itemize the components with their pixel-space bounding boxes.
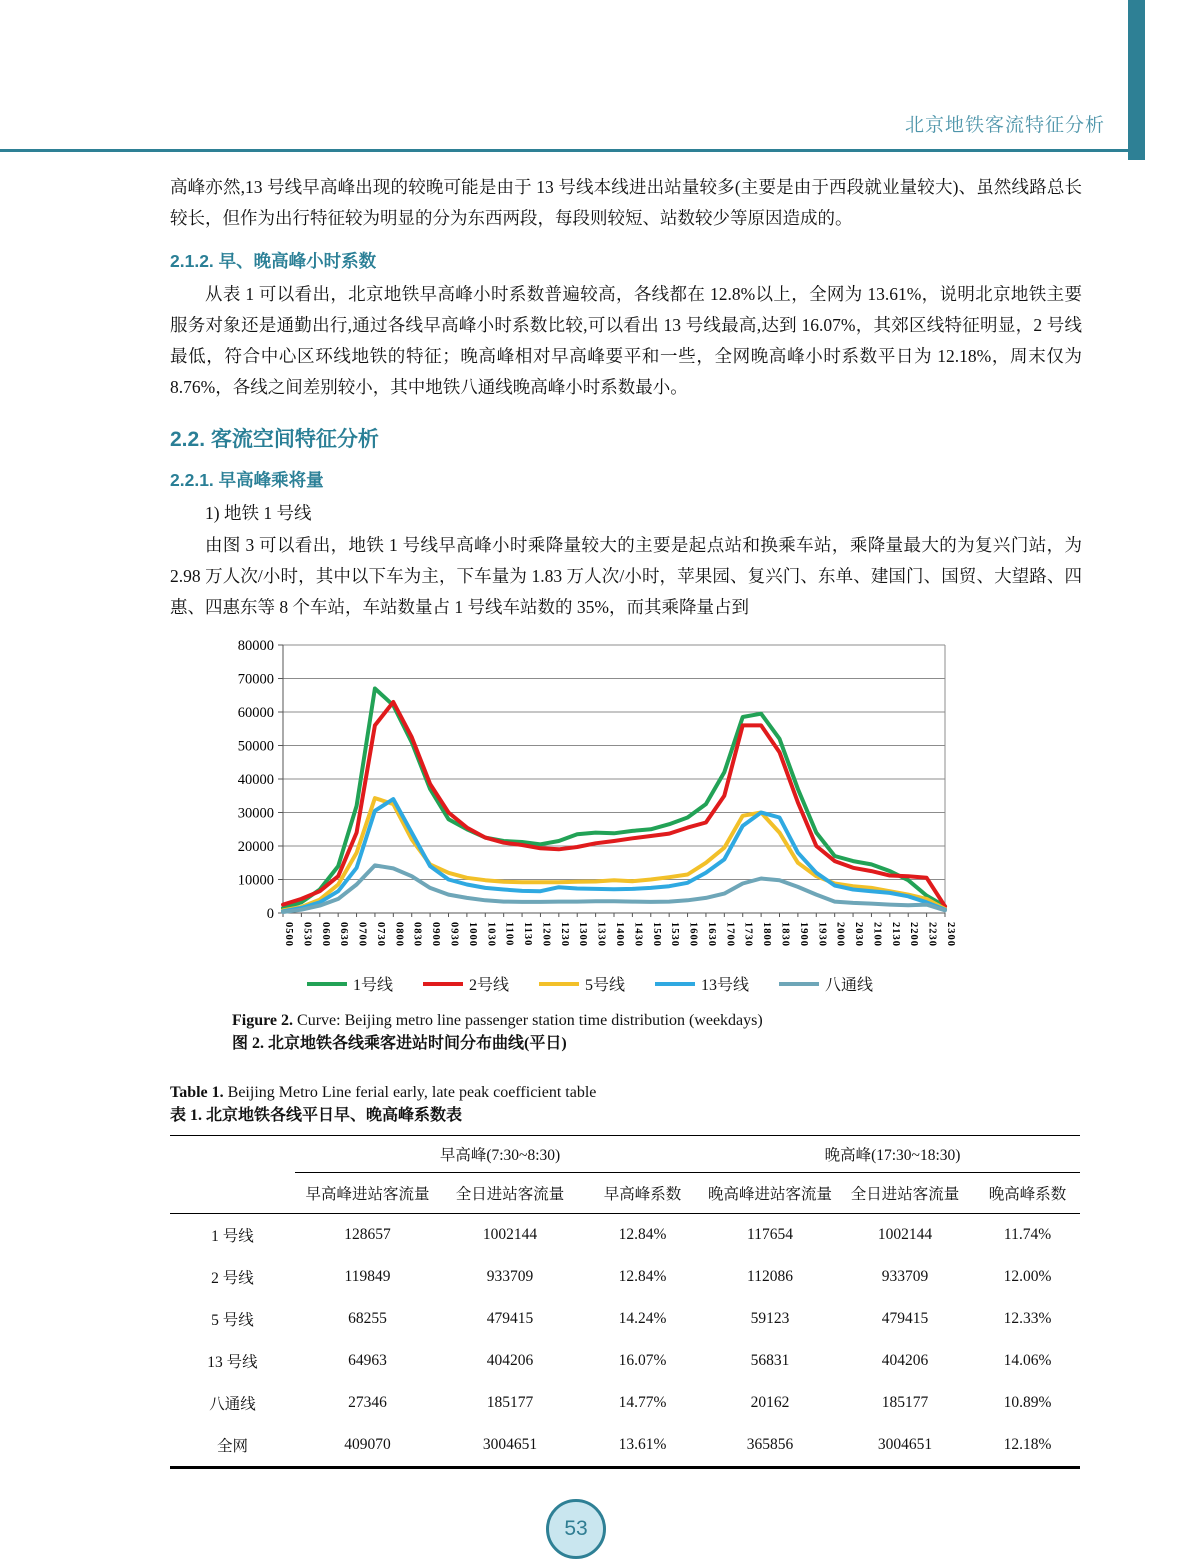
legend-label: 1号线: [352, 977, 393, 994]
table-cell: 12.18%: [975, 1424, 1080, 1468]
table-cell: 64963: [348, 1352, 387, 1369]
svg-text:60000: 60000: [237, 705, 274, 721]
legend-swatch-icon: [539, 982, 579, 986]
legend-label: 八通线: [825, 977, 874, 994]
svg-text:0930: 0930: [448, 922, 460, 947]
figure-caption-zh-label: 图 2.: [232, 1035, 265, 1052]
svg-text:1630: 1630: [705, 922, 717, 947]
table-cell: 409070: [295, 1424, 440, 1468]
table-row: [170, 1256, 1080, 1298]
table-cell: 59123: [750, 1310, 790, 1327]
legend-item: [307, 972, 393, 995]
table-cell: 20162: [750, 1394, 790, 1411]
section-heading-22: 2.2. 客流空间特征分析: [170, 428, 379, 451]
table-cell: 404206: [486, 1352, 534, 1369]
svg-text:2300: 2300: [945, 922, 955, 947]
table-row-label: 13 号线: [207, 1354, 258, 1371]
table-cell: 12.33%: [1003, 1310, 1052, 1327]
table-cell: 3004651: [440, 1424, 580, 1468]
table-cell: 119849: [344, 1268, 391, 1285]
svg-text:1500: 1500: [650, 922, 662, 947]
table-row: [170, 1214, 1080, 1257]
svg-text:1730: 1730: [742, 922, 754, 947]
table-column-header: 全日进站客流量: [440, 1173, 580, 1214]
table-column-header: 早高峰进站客流量: [295, 1173, 440, 1214]
table-column-header: 晚高峰系数: [975, 1173, 1080, 1214]
table-row-label: 5 号线: [211, 1312, 254, 1329]
svg-text:0800: 0800: [393, 922, 405, 947]
table-cell: 13.61%: [580, 1424, 705, 1468]
table-cell: 14.06%: [1003, 1352, 1052, 1369]
svg-text:1330: 1330: [595, 922, 607, 947]
table-cell: 12.84%: [618, 1268, 667, 1285]
figure-caption: [232, 1009, 1082, 1055]
svg-text:1300: 1300: [577, 922, 589, 947]
figure-caption-en: [232, 1009, 1082, 1032]
table-cell: 11.74%: [1003, 1226, 1052, 1243]
table-cell: 117654: [747, 1226, 793, 1243]
table-row-label: 1 号线: [211, 1228, 254, 1245]
svg-text:1030: 1030: [485, 922, 497, 947]
legend-swatch-icon: [423, 982, 463, 986]
table-cell: 185177: [881, 1394, 929, 1411]
legend-label: 13号线: [701, 977, 750, 994]
table-caption-en-label: Table 1.: [170, 1084, 224, 1101]
table-row-label: 全网: [170, 1424, 295, 1468]
svg-text:1830: 1830: [779, 922, 791, 947]
svg-text:1130: 1130: [522, 922, 534, 947]
svg-text:20000: 20000: [237, 839, 274, 855]
svg-text:80000: 80000: [237, 638, 274, 654]
table-column-header-row: [170, 1173, 1080, 1214]
table-caption-zh-text: 北京地铁各线平日早、晚高峰系数表: [202, 1107, 463, 1124]
table-cell: 16.07%: [618, 1352, 667, 1369]
svg-text:1530: 1530: [669, 922, 681, 947]
table-cell: 1002144: [482, 1226, 538, 1243]
section-heading-212: 2.1.2. 早、晚高峰小时系数: [170, 251, 377, 271]
table-cell: 479415: [881, 1310, 929, 1327]
table-row: [170, 1424, 1080, 1468]
table-caption-en: [170, 1081, 1082, 1104]
table-cell: 14.77%: [618, 1394, 667, 1411]
header-divider-rule: [0, 149, 1141, 152]
figure-caption-en-text: Curve: Beijing metro line passenger station time distribution (weekdays): [293, 1012, 763, 1029]
table-cell: 12.00%: [1003, 1268, 1052, 1285]
svg-text:2100: 2100: [871, 922, 883, 947]
table-row-label: 2 号线: [211, 1270, 254, 1287]
table-cell: 14.24%: [618, 1310, 667, 1327]
svg-text:2000: 2000: [834, 922, 846, 947]
figure-2-svg: [225, 633, 955, 965]
table-row: [170, 1340, 1080, 1382]
svg-text:0830: 0830: [411, 922, 423, 947]
svg-text:1930: 1930: [816, 922, 828, 947]
svg-text:0600: 0600: [319, 922, 331, 947]
table-cell: 933709: [881, 1268, 929, 1285]
table-cell: 404206: [881, 1352, 929, 1369]
table-row-label: 八通线: [209, 1396, 256, 1413]
page-content: [170, 172, 1082, 1469]
line-chart: [225, 633, 955, 970]
svg-text:0730: 0730: [374, 922, 386, 947]
svg-text:1600: 1600: [687, 922, 699, 947]
svg-text:0700: 0700: [356, 922, 368, 947]
svg-text:0: 0: [266, 906, 274, 922]
figure-caption-en-label: Figure 2.: [232, 1012, 294, 1029]
body-paragraph: 由图 3 可以看出，地铁 1 号线早高峰小时乘降量较大的主要是起点站和换乘车站，乘降量最大的为复兴门站，为 2.98 万人次/小时，其中以下车为主，下车量为 1.83 万人次/小时，苹果园、复兴门、东单、建国门、国贸、大望路、四惠、四惠东等 8 个车站，车站数量占 1 号线车站数的 35%，而其乘降量占到: [170, 535, 1082, 617]
body-paragraph: 高峰亦然,13 号线早高峰出现的较晚可能是由于 13 号线本线进出站量较多(主要是由于西段就业量较大)、虽然线路总长较长，但作为出行特征较为明显的分为东西两段，每段则较短、站数较少等原因造成的。: [170, 177, 1082, 228]
table-cell: 479415: [486, 1310, 534, 1327]
table-group-header-row: [170, 1136, 1080, 1173]
svg-text:70000: 70000: [237, 671, 274, 688]
legend-item: [423, 972, 509, 995]
table-row: [170, 1382, 1080, 1424]
legend-item: [779, 972, 873, 995]
table-column-header: 晚高峰进站客流量: [705, 1173, 835, 1214]
table-caption: [170, 1081, 1082, 1127]
table-cell: 128657: [344, 1226, 391, 1243]
legend-label: 5号线: [584, 977, 625, 994]
table-caption-en-text: Beijing Metro Line ferial early, late peak coefficient table: [223, 1084, 597, 1101]
table-caption-zh-label: 表 1.: [170, 1107, 203, 1124]
table-cell: 185177: [486, 1394, 534, 1411]
svg-text:2200: 2200: [908, 922, 920, 947]
figure-2-chart: [225, 633, 955, 995]
table-caption-zh: [170, 1104, 1082, 1127]
table-cell: 112086: [747, 1268, 793, 1285]
table-group-header: 早高峰(7:30~8:30): [295, 1136, 705, 1173]
series-5号线: [283, 798, 945, 910]
table-cell: 10.89%: [1003, 1394, 1052, 1411]
numbered-list-item: 1) 地铁 1 号线: [205, 503, 312, 523]
svg-text:30000: 30000: [237, 805, 274, 822]
corner-accent-bar: [1128, 0, 1145, 160]
svg-text:50000: 50000: [237, 738, 274, 755]
table-cell: 933709: [486, 1268, 534, 1285]
body-paragraph: 从表 1 可以看出，北京地铁早高峰小时系数普遍较高，各线都在 12.8%以上，全网为 13.61%，说明北京地铁主要服务对象还是通勤出行,通过各线早高峰小时系数比较,可以看出 13 号线最高,达到 16.07%，其郊区线特征明显，2 号线最低，符合中心区环线地铁的特征；晚高峰相对早高峰要平和一些，全网晚高峰小时系数平日为 12.18%，周末仅为 8.76%，各线之间差别较小，其中地铁八通线晚高峰小时系数最小。: [170, 284, 1082, 397]
table-column-header: 早高峰系数: [580, 1173, 705, 1214]
peak-coefficient-table: [170, 1135, 1080, 1469]
figure-caption-zh: [232, 1032, 1082, 1055]
svg-text:1100: 1100: [503, 922, 515, 947]
table-row: [170, 1298, 1080, 1340]
legend-item: [655, 972, 749, 995]
section-heading-221: 2.2.1. 早高峰乘将量: [170, 470, 324, 490]
figure-caption-zh-text: 北京地铁各线乘客进站时间分布曲线(平日): [264, 1035, 567, 1052]
svg-text:0500: 0500: [283, 922, 294, 947]
svg-text:40000: 40000: [237, 772, 274, 788]
svg-text:1400: 1400: [614, 922, 625, 947]
svg-text:1800: 1800: [761, 922, 773, 947]
running-header-title: 北京地铁客流特征分析: [904, 115, 1105, 136]
chart-legend: [225, 972, 955, 995]
table-group-header: 晚高峰(17:30~18:30): [705, 1136, 1080, 1173]
svg-text:1000: 1000: [466, 922, 478, 947]
table-cell: 27346: [348, 1394, 387, 1411]
svg-text:1700: 1700: [724, 922, 736, 947]
series-1号线: [283, 689, 945, 909]
legend-swatch-icon: [779, 982, 819, 986]
svg-text:0630: 0630: [338, 922, 350, 947]
table-cell: 3004651: [835, 1424, 975, 1468]
table-cell: 56831: [750, 1352, 790, 1369]
legend-swatch-icon: [307, 982, 347, 986]
svg-text:2030: 2030: [853, 922, 865, 947]
table-cell: 365856: [705, 1424, 835, 1468]
page-number-badge: 53: [546, 1499, 606, 1559]
svg-text:1430: 1430: [632, 922, 644, 947]
svg-text:2130: 2130: [889, 922, 901, 947]
svg-text:1230: 1230: [558, 922, 570, 947]
svg-text:1200: 1200: [540, 922, 552, 947]
svg-text:0530: 0530: [301, 922, 313, 947]
legend-swatch-icon: [655, 982, 695, 986]
table-column-header: 全日进站客流量: [835, 1173, 975, 1214]
table-cell: 1002144: [877, 1226, 933, 1243]
legend-item: [539, 972, 625, 995]
table-cell: 68255: [348, 1310, 387, 1327]
legend-label: 2号线: [468, 977, 509, 994]
series-13号线: [283, 799, 945, 911]
svg-text:2230: 2230: [926, 922, 938, 947]
svg-text:10000: 10000: [237, 872, 274, 889]
svg-text:1900: 1900: [797, 922, 809, 947]
svg-text:0900: 0900: [430, 922, 442, 947]
table-cell: 12.84%: [618, 1226, 667, 1243]
